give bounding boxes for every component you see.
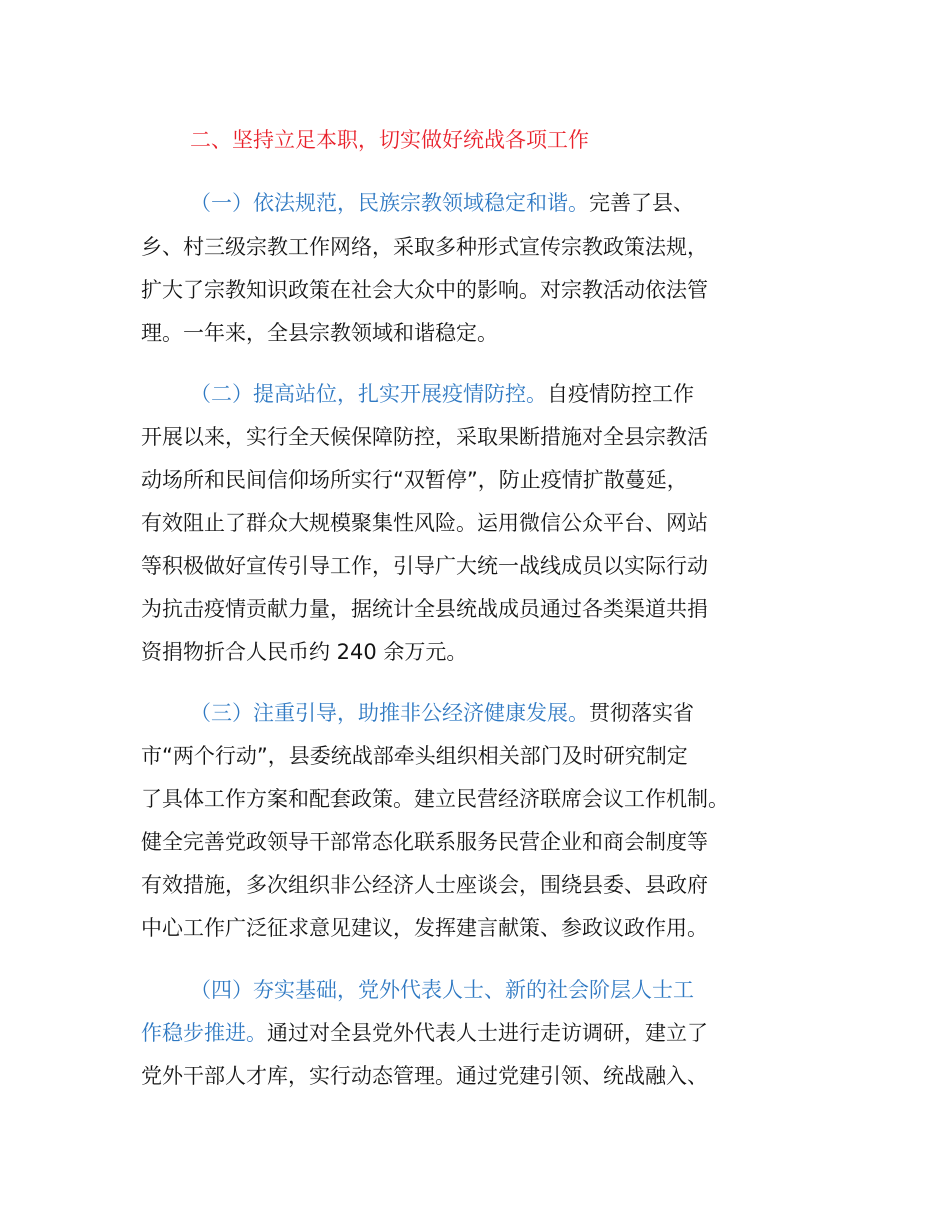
paragraph-1-title: （一）依法规范，民族宗教领域稳定和谐。 [190, 191, 589, 215]
paragraph-1-line-1 [190, 188, 694, 218]
paragraph-4-line-2 [141, 1018, 708, 1048]
paragraph-2-line-5: 等积极做好宣传引导工作，引导广大统一战线成员以实际行动 [141, 554, 708, 578]
paragraph-2-text: 自疫情防控工作 [547, 382, 694, 406]
paragraph-4-title-cont: 作稳步推进。 [141, 1021, 267, 1045]
paragraph-1-line-4: 理。一年来，全县宗教领域和谐稳定。 [141, 321, 498, 345]
paragraph-4-title: （四）夯实基础，党外代表人士、新的社会阶层人士工 [190, 978, 694, 1002]
paragraph-3-text: 贯彻落实省 [589, 701, 694, 725]
paragraph-2-line-3: 动场所和民间信仰场所实行“双暂停”，防止疫情扩散蔓延， [141, 468, 688, 492]
paragraph-3-line-1 [190, 698, 694, 728]
section-heading: 二、坚持立足本职，切实做好统战各项工作 [190, 128, 589, 152]
paragraph-2-line-7: 资捐物折合人民币约 240 余万元。 [141, 640, 468, 664]
paragraph-3-line-3: 了具体工作方案和配套政策。建立民营经济联席会议工作机制。 [141, 787, 729, 811]
paragraph-3-line-4: 健全完善党政领导干部常态化联系服务民营企业和商会制度等 [141, 830, 708, 854]
paragraph-2-line-1 [190, 379, 694, 409]
paragraph-2-line-6: 为抗击疫情贡献力量，据统计全县统战成员通过各类渠道共捐 [141, 597, 708, 621]
paragraph-3-title: （三）注重引导，助推非公经济健康发展。 [190, 701, 589, 725]
paragraph-4-line-3: 党外干部人才库，实行动态管理。通过党建引领、统战融入、 [141, 1064, 708, 1088]
paragraph-3-line-5: 有效措施，多次组织非公经济人士座谈会，围绕县委、县政府 [141, 873, 708, 897]
paragraph-4-text: 通过对全县党外代表人士进行走访调研，建立了 [267, 1021, 708, 1045]
paragraph-2-title: （二）提高站位，扎实开展疫情防控。 [190, 382, 547, 406]
paragraph-1-line-3: 扩大了宗教知识政策在社会大众中的影响。对宗教活动依法管 [141, 278, 708, 302]
paragraph-1-line-2: 乡、村三级宗教工作网络，采取多种形式宣传宗教政策法规， [141, 235, 708, 259]
paragraph-3-line-2: 市“两个行动”，县委统战部牵头组织相关部门及时研究制定 [141, 744, 688, 768]
paragraph-2-line-2: 开展以来，实行全天候保障防控，采取果断措施对全县宗教活 [141, 425, 708, 449]
paragraph-2-line-4: 有效阻止了群众大规模聚集性风险。运用微信公众平台、网站 [141, 511, 708, 535]
paragraph-3-line-6: 中心工作广泛征求意见建议，发挥建言献策、参政议政作用。 [141, 916, 708, 940]
paragraph-1-text: 完善了县、 [589, 191, 694, 215]
